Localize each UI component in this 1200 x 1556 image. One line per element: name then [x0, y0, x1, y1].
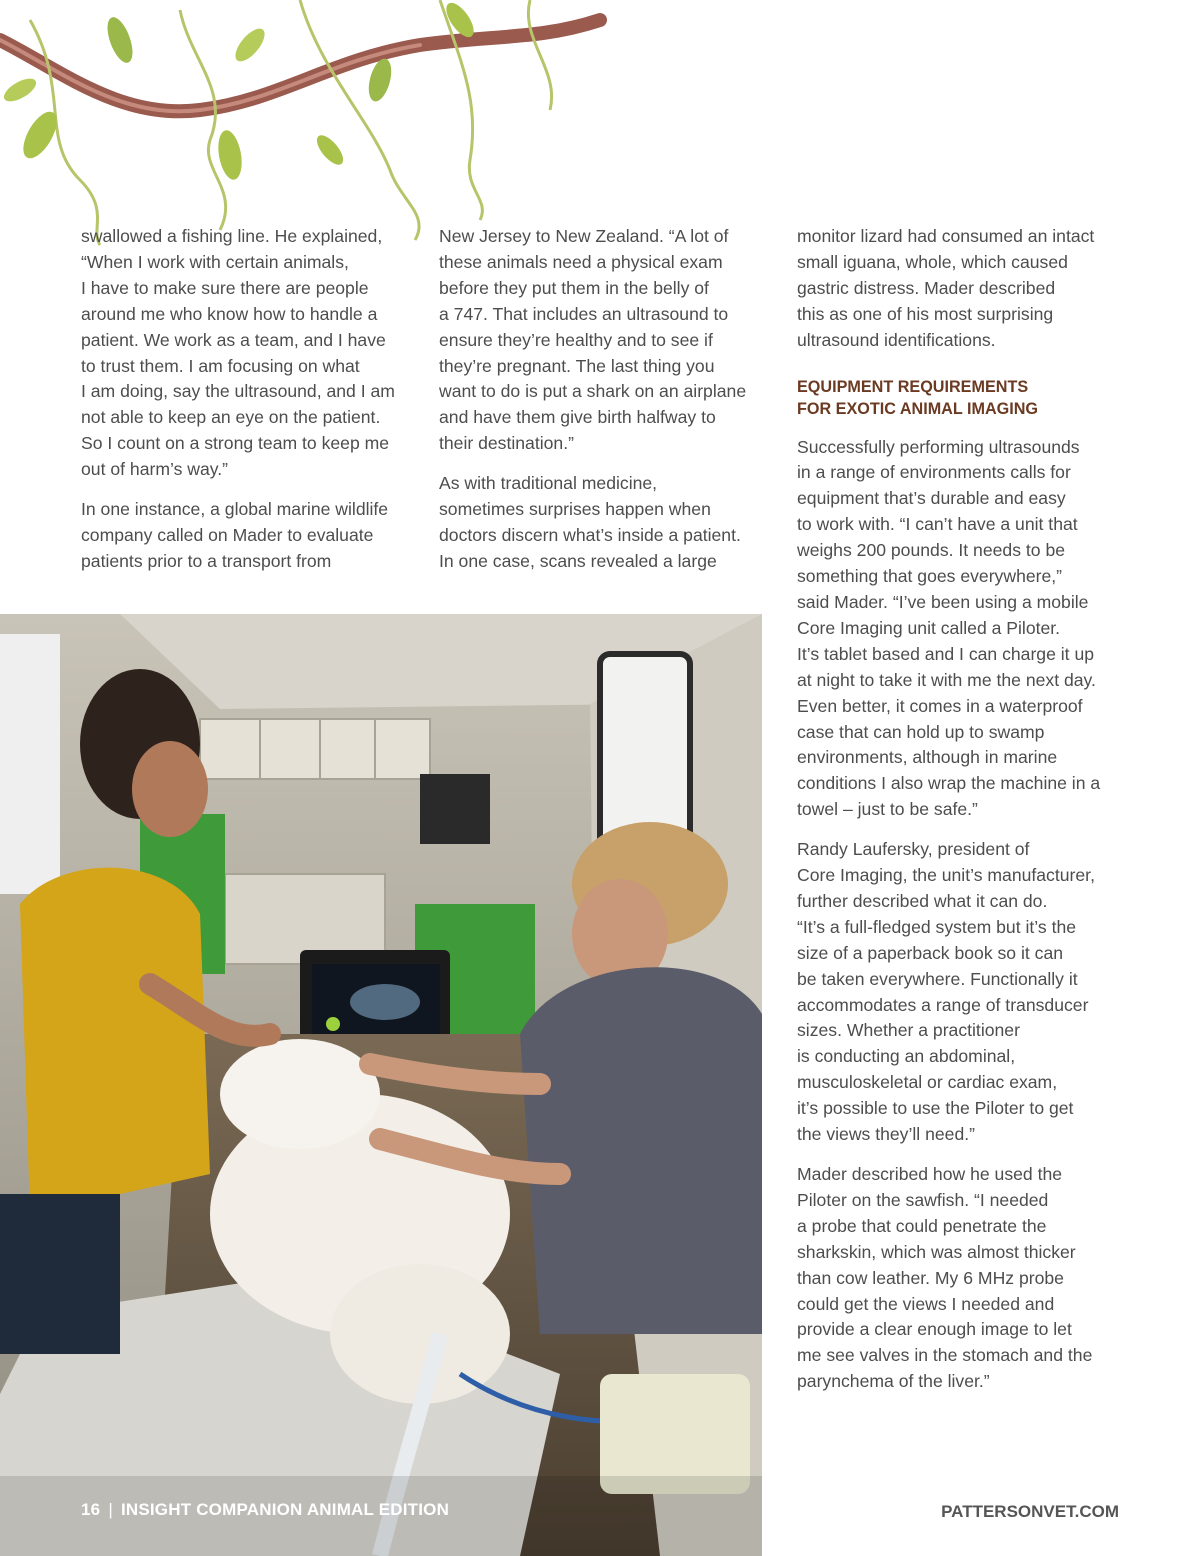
article-column-3: [797, 224, 1127, 1409]
vine-illustration: [0, 0, 760, 250]
section-heading: EQUIPMENT REQUIREMENTS FOR EXOTIC ANIMAL IMAGING: [797, 377, 1039, 419]
paragraph: Successfully performing ultrasounds in a range of environments calls for equipment that’s durable and easy to work with. “I can’t have a unit that weighs 200 pounds. It needs to be something that goes everywhere,” said Mader. “I’ve been using a mobile Core Imaging unit called a Piloter. It’s tablet based and I can charge it up at night to take it with me the next day. Even better, it comes in a waterproof case that can hold up to swamp environments, although in marine conditions I also wrap the machine in a towel – just to be safe.”: [797, 436, 1101, 820]
paragraph: In one instance, a global marine wildlife company called on Mader to evaluate patients prior to a transport from: [81, 499, 389, 571]
article-column-1: [81, 224, 421, 589]
article-photo: [0, 614, 762, 1556]
paragraph: swallowed a fishing line. He explained, “When I work with certain animals, I have to make sure there are people around me who know how to handle a patient. We work as a team, and I have to trust them. I am focusing on what I am doing, say the ultrasound, and I am not able to keep an eye on the patient. So I count on a strong team to keep me out of harm’s way.”: [81, 226, 395, 480]
article-column-2: [439, 224, 779, 589]
photo-illustration: [0, 614, 762, 1556]
paragraph: As with traditional medicine, sometimes surprises happen when doctors discern what’s inside a patient. In one case, scans revealed a large: [439, 473, 741, 571]
publication-title: INSIGHT COMPANION ANIMAL EDITION: [120, 1500, 450, 1519]
footer-separator: |: [108, 1500, 113, 1519]
paragraph: Randy Laufersky, president of Core Imaging, the unit’s manufacturer, further described what it can do. “It’s a full-fledged system but it’s the size of a paperback book so it can be taken everywhere. Functionally it accommodates a range of transducer sizes. Whether a practitioner is conducting an abdominal, musculoskeletal or cardiac exam, it’s possible to use the Piloter to get the views they’ll need.”: [797, 839, 1095, 1145]
paragraph: Mader described how he used the Piloter on the sawfish. “I needed a probe that could penetrate the sharkskin, which was almost thicker than cow leather. My 6 MHz probe could get the views I needed and provide a clear enough image to let me see valves in the stomach and the parynchema of the liver.”: [797, 1164, 1093, 1392]
page-number: 16: [81, 1500, 101, 1519]
paragraph: New Jersey to New Zealand. “A lot of these animals need a physical exam before they put them in the belly of a 747. That includes an ultrasound to ensure they’re healthy and to see if they’re pregnant. The last thing you want to do is put a shark on an airplane and have them give birth halfway to their destination.”: [439, 226, 747, 454]
paragraph: monitor lizard had consumed an intact small iguana, whole, which caused gastric distress. Mader described this as one of his most surprising ultrasound identifications.: [797, 226, 1095, 350]
website-link[interactable]: PATTERSONVET.COM: [941, 1502, 1119, 1521]
footer-publication: [81, 1500, 449, 1520]
